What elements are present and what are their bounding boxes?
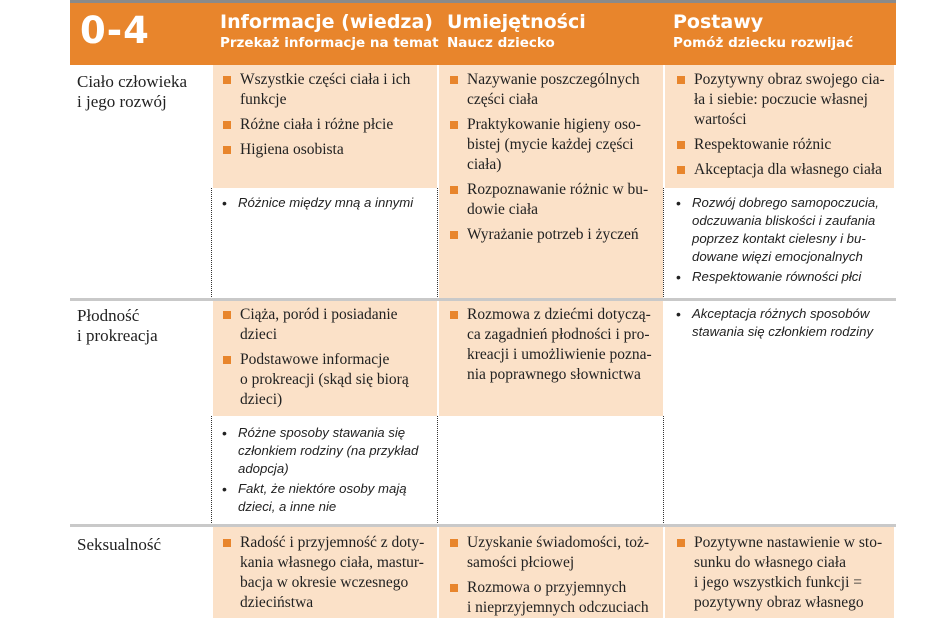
bullet-dot-icon: • — [222, 195, 227, 211]
list-item — [222, 140, 432, 160]
list-item — [218, 194, 433, 212]
bullet-dot-icon: • — [222, 481, 227, 497]
row-divider — [70, 298, 896, 301]
list-item-text: Akceptacja dla własnego ciała — [694, 161, 883, 178]
list-item — [449, 305, 659, 385]
list-item-text: Podstawowe informacje o prokreacji (skąd się biorą dzieci) — [240, 351, 409, 408]
list-r3-info — [222, 533, 432, 618]
list-item — [222, 533, 432, 613]
bullet-dot-icon: • — [222, 425, 227, 441]
column-divider — [663, 416, 664, 527]
list-item — [449, 578, 659, 618]
row-label-body: Ciało człowieka i jego rozwój — [77, 72, 187, 111]
list-item — [222, 350, 432, 410]
orange-square-bullet-icon — [450, 231, 458, 239]
list-r1-skills — [449, 70, 659, 250]
orange-square-bullet-icon — [223, 539, 231, 547]
list-item-text: Różnice między mną a innymi — [238, 195, 414, 210]
list-r2-info — [222, 305, 432, 415]
list-item — [672, 305, 894, 341]
header-title-info: Informacje (wiedza) — [220, 11, 433, 33]
list-item-text: Fakt, że niektóre osoby mają dzieci, a inne nie — [238, 481, 407, 514]
column-divider — [663, 188, 664, 301]
list-item-text: Pozytywne nastawienie w sto- sunku do własnego ciała i jego wszystkich funkcji = pozytywny obraz własnego — [694, 534, 883, 611]
list-item-text: Praktykowanie higieny oso- bistej (mycie każdej części ciała) — [467, 116, 641, 173]
header-title-skills: Umiejętności — [447, 11, 586, 33]
bullet-dot-icon: • — [676, 306, 681, 322]
list-item — [222, 305, 432, 345]
list-item — [449, 70, 659, 110]
table-header — [70, 3, 896, 65]
list-r2-info-extra — [218, 424, 433, 518]
orange-square-bullet-icon — [223, 311, 231, 319]
list-item-text: Rozpoznawanie różnic w bu- dowie ciała — [467, 181, 649, 218]
list-item-text: Różne ciała i różne płcie — [240, 116, 394, 133]
header-subtitle-attitudes: Pomóż dziecku rozwijać — [673, 35, 854, 51]
orange-square-bullet-icon — [677, 166, 685, 174]
list-item — [449, 533, 659, 573]
orange-square-bullet-icon — [450, 584, 458, 592]
list-item — [676, 160, 891, 180]
list-item — [672, 194, 894, 266]
row-divider — [70, 524, 896, 527]
list-item-text: Higiena osobista — [240, 141, 344, 158]
list-item — [676, 135, 891, 155]
list-item-text: Akceptacja różnych sposobów stawania się członkiem rodziny — [692, 306, 874, 339]
header-subtitle-info: Przekaż informacje na temat — [220, 35, 439, 51]
orange-square-bullet-icon — [450, 121, 458, 129]
orange-square-bullet-icon — [223, 76, 231, 84]
header-col-attitudes — [673, 10, 853, 53]
list-item — [218, 480, 433, 516]
list-r1-info — [222, 70, 432, 165]
list-item-text: Rozmowa z dziećmi dotyczą- ca zagadnień płodności i pro- kreacji i umożliwienie pozna- nia poprawnego słownictwa — [467, 306, 652, 383]
bullet-dot-icon: • — [676, 195, 681, 211]
list-item — [449, 225, 659, 245]
list-r2-skills — [449, 305, 659, 390]
column-divider — [437, 188, 438, 301]
list-item-text: Uzyskanie świadomości, toż- samości płciowej — [467, 534, 650, 571]
list-item-text: Ciąża, poród i posiadanie dzieci — [240, 306, 398, 343]
list-item-text: Pozytywny obraz swojego cia- ła i siebie: poczucie własnej wartości — [694, 71, 885, 128]
orange-square-bullet-icon — [677, 141, 685, 149]
list-item-text: Rozmowa o przyjemnych i nieprzyjemnych odczuciach — [467, 579, 649, 616]
list-item-text: Rozwój dobrego samopoczucia, odczuwania bliskości i zaufania poprzez kontakt cielesny i bu- dowane więzi emocjonalnych — [692, 195, 879, 264]
list-r1-attitudes-extra — [672, 194, 894, 288]
list-item-text: Wszystkie części ciała i ich funkcje — [240, 71, 411, 108]
orange-square-bullet-icon — [450, 76, 458, 84]
row-label-fertility: Płodność i prokreacja — [77, 306, 158, 345]
header-col-skills — [447, 10, 586, 53]
column-divider — [211, 416, 212, 527]
list-item — [222, 70, 432, 110]
orange-square-bullet-icon — [223, 146, 231, 154]
list-r3-skills — [449, 533, 659, 623]
column-divider — [211, 188, 212, 301]
bullet-dot-icon: • — [676, 269, 681, 285]
list-item — [676, 533, 891, 613]
list-item — [449, 180, 659, 220]
row-label-sexuality: Seksualność — [77, 535, 162, 554]
list-r1-info-extra — [218, 194, 433, 214]
column-divider — [437, 416, 438, 527]
list-item — [222, 115, 432, 135]
orange-square-bullet-icon — [450, 311, 458, 319]
list-item — [218, 424, 433, 478]
list-item-text: Respektowanie równości płci — [692, 269, 862, 284]
orange-square-bullet-icon — [677, 76, 685, 84]
list-r3-attitudes — [676, 533, 891, 618]
list-item-text: Różne sposoby stawania się członkiem rodziny (na przykład adopcja) — [238, 425, 419, 476]
header-col-info — [220, 10, 439, 53]
orange-square-bullet-icon — [450, 186, 458, 194]
header-title-attitudes: Postawy — [673, 11, 764, 33]
orange-square-bullet-icon — [223, 356, 231, 364]
orange-square-bullet-icon — [223, 121, 231, 129]
list-item-text: Radość i przyjemność z doty- kania własnego ciała, mastur- bacja w okresie wczesnego dzieciństwa — [240, 534, 425, 611]
list-item — [449, 115, 659, 175]
list-item-text: Nazywanie poszczególnych części ciała — [467, 71, 640, 108]
orange-square-bullet-icon — [677, 539, 685, 547]
orange-square-bullet-icon — [450, 539, 458, 547]
list-item — [672, 268, 894, 286]
age-label: 0-4 — [80, 9, 150, 52]
list-item — [676, 70, 891, 130]
list-r1-attitudes — [676, 70, 891, 185]
list-item-text: Wyrażanie potrzeb i życzeń — [467, 226, 639, 243]
list-r2-attitudes — [672, 305, 894, 343]
list-item-text: Respektowanie różnic — [694, 136, 832, 153]
header-subtitle-skills: Naucz dziecko — [447, 35, 555, 51]
